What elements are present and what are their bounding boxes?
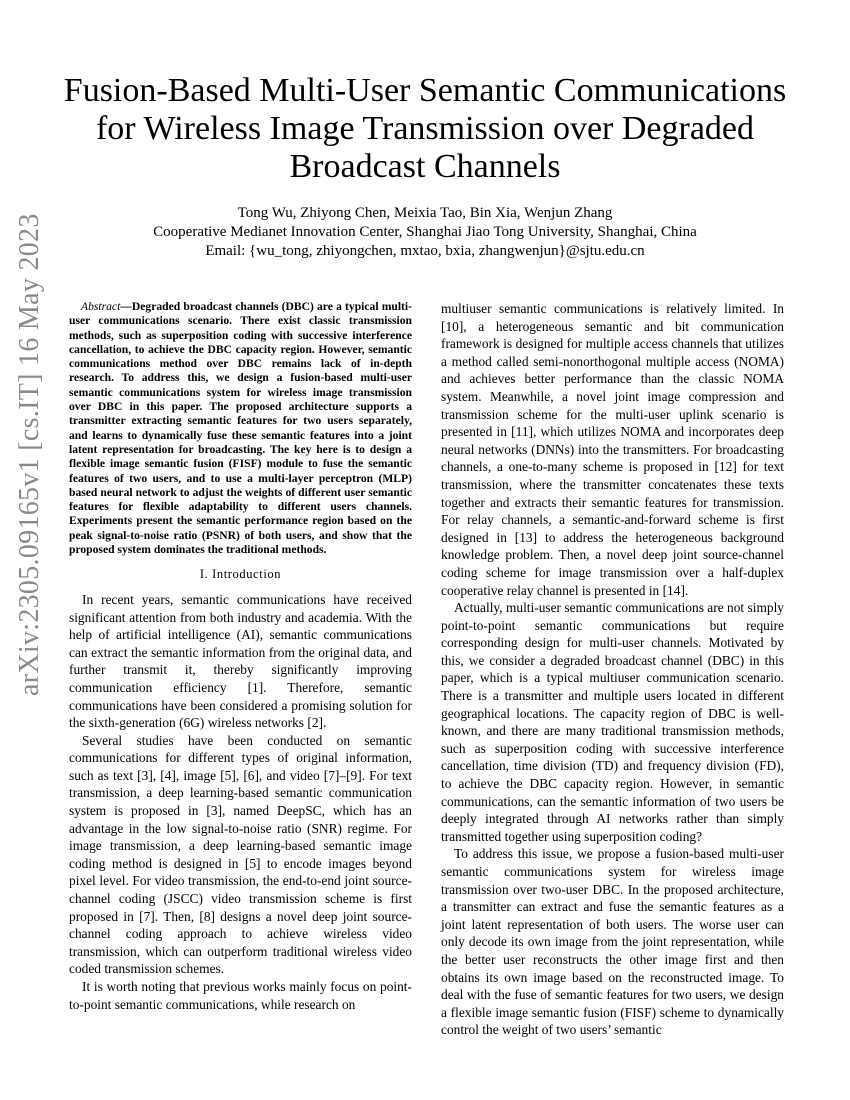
author-block [60,204,790,261]
paper-title: Fusion-Based Multi-User Semantic Communications for Wireless Image Transmission over Degraded Broadcast Channels [63,72,787,185]
section-heading-introduction: I. Introduction [199,567,282,582]
body-paragraph: Actually, multi-user semantic communications are not simply point-to-point semantic communications but require corresponding design for multi-user channels. Motivated by this, we consider a degraded broadcast channel (DBC) in this paper, which is a typical multiuser communication scenario. There is a transmitter and multiple users located in different geographical locations. The capacity region of DBC is well-known, and there are many traditional transmission methods, such as superposition coding with successive interference cancellation, time division (TD) and frequency division (FD), to achieve the DBC capacity region. However, in semantic communications, can the semantic information of two users be deeply integrated through AI networks rather than simply transmitted together using superposition coding? [441,600,784,844]
abstract-label: Abstract [81,300,121,313]
body-paragraph: multiuser semantic communications is relatively limited. In [10], a heterogeneous semantic and bit communication framework is designed for multiple access channels that utilizes a method called semi-nonorthogonal multiple access (NOMA) and achieves better performance than the classic NOMA system. Meanwhile, a novel joint image compression and transmission scheme for the multi-user uplink scenario is presented in [11], which utilizes NOMA and incorporates deep neural networks (DNNs) into the transmitters. For broadcasting channels, a one-to-many scheme is proposed in [12] for text transmission, where the transmitter concatenates these texts together and extracts their semantic features for transmission. For relay channels, a semantic-and-forward scheme is first designed in [13] to address the heterogeneous background knowledge problem. Then, a novel deep joint source-channel coding scheme for image transmission over a half-duplex cooperative relay channel is presented in [14]. [441,301,784,598]
author-affiliation: Cooperative Medianet Innovation Center, Shanghai Jiao Tong University, Shanghai, China [153,224,697,240]
author-email: Email: {wu_tong, zhiyongchen, mxtao, bxia, zhangwenjun}@sjtu.edu.cn [205,243,645,259]
intro-paragraph: Several studies have been conducted on semantic communications for different types of original information, such as text [3], [4], image [5], [6], and video [7]–[9]. For text transmission, a deep learning-based semantic communication system is proposed in [3], named DeepSC, which has an advantage in the low signal-to-noise ratio (SNR) regime. For image transmission, a deep learning-based semantic image coding method is designed in [5] to encode images beyond pixel level. For video transmission, the end-to-end joint source-channel coding (JSCC) video transmission scheme is first proposed in [7]. Then, [8] designs a novel deep joint source-channel coding approach to achieve wireless video transmission, which can outperform traditional wireless video coded transmission schemes. [69,732,412,977]
left-column [69,300,412,1013]
arxiv-sidebar [0,213,60,696]
abstract [69,300,412,557]
author-names: Tong Wu, Zhiyong Chen, Meixia Tao, Bin Xia, Wenjun Zhang [237,205,613,221]
body-paragraph: To address this issue, we propose a fusion-based multi-user semantic communications system for wireless image transmission over two-user DBC. In the proposed architecture, a transmitter can extract and fuse the semantic features as a joint latent representation of both users. The worse user can only decode its own image from the joint representation, while the better user reconstructs the other image first and then obtains its own image based on the reconstructed image. To deal with the fuse of semantic features for two users, we design a flexible image semantic fusion (FISF) scheme to dynamically control the weight of two users’ semantic [441,846,784,1038]
right-column [441,300,784,1039]
intro-paragraph: It is worth noting that previous works mainly focus on point-to-point semantic communications, while research on [69,979,412,1012]
intro-paragraph: In recent years, semantic communications have received significant attention from both industry and academia. With the help of artificial intelligence (AI), semantic communications can extract the semantic information from the original data, and further transmit it, thereby significantly improving communication efficiency [1]. Therefore, semantic communications have been considered a promising solution for the sixth-generation (6G) wireless networks [2]. [69,591,412,731]
abstract-text: —Degraded broadcast channels (DBC) are a typical multi-user communications scenario. There exist classic transmission methods, such as superposition coding with successive interference cancellation, to achieve the DBC capacity region. However, semantic communications method over DBC remains lack of in-depth research. To address this, we design a fusion-based multi-user semantic communications system for wireless image transmission over DBC in this paper. The proposed architecture supports a transmitter extracting semantic features for two users separately, and learns to dynamically fuse these semantic features into a joint latent representation for broadcasting. The key here is to design a flexible image semantic fusion (FISF) module to fuse the semantic features of two users, and to use a multi-layer perceptron (MLP) based neural network to adjust the weights of different user semantic features for flexible adaptability to different users channels. Experiments present the semantic performance region based on the peak signal-to-noise ratio (PSNR) of both users, and show that the proposed system dominates the traditional methods. [69,300,412,557]
arxiv-identifier: arXiv:2305.09165v1 [cs.IT] 16 May 2023 [14,213,45,696]
